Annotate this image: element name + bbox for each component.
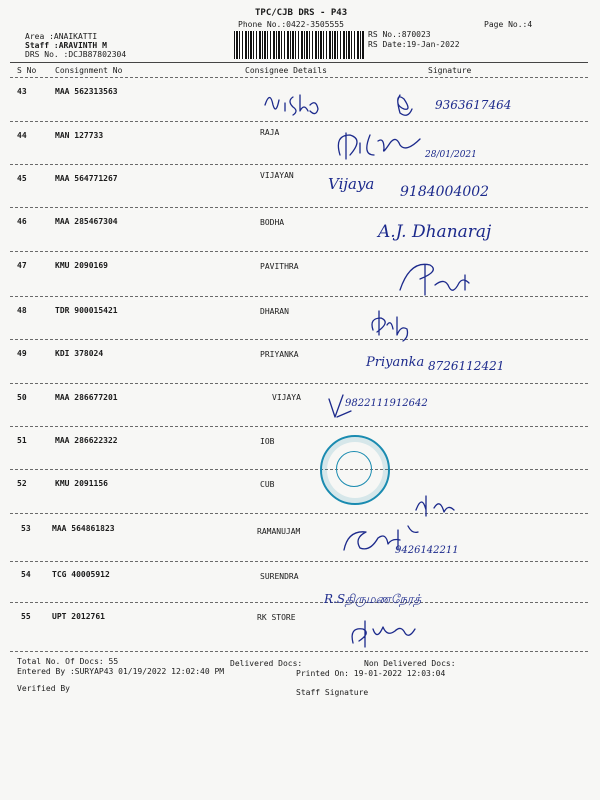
row-consignee: BODHA bbox=[260, 218, 285, 227]
header-divider bbox=[10, 62, 588, 63]
row-consignment: KDI 378024 bbox=[55, 349, 104, 358]
signature-45: Vijaya bbox=[328, 175, 375, 193]
row-consignee: DHARAN bbox=[260, 307, 289, 316]
table-row bbox=[0, 427, 600, 470]
row-sno: 46 bbox=[17, 217, 27, 226]
row-consignment: TDR 900015421 bbox=[55, 306, 118, 315]
row-sno: 51 bbox=[17, 436, 27, 445]
row-consignee: IOB bbox=[260, 437, 275, 446]
phone-53: 9426142211 bbox=[395, 545, 459, 556]
verified-by: Verified By bbox=[17, 684, 70, 693]
document-title: TPC/CJB DRS - P43 bbox=[255, 8, 348, 18]
signature-55 bbox=[345, 615, 425, 655]
phone-43: 9363617464 bbox=[435, 98, 512, 112]
row-consignment: KMU 2091156 bbox=[55, 479, 108, 488]
row-consignee: SURENDRA bbox=[260, 572, 299, 581]
row-consignment: MAA 564861823 bbox=[52, 524, 115, 533]
signature-48 bbox=[365, 305, 425, 340]
official-stamp bbox=[320, 435, 390, 505]
row-consignee: RAMANUJAM bbox=[257, 527, 301, 536]
row-consignment: MAA 286677201 bbox=[55, 393, 118, 402]
signature-47 bbox=[395, 255, 495, 300]
row-consignee: RK STORE bbox=[257, 613, 296, 622]
row-sno: 45 bbox=[17, 174, 27, 183]
table-row bbox=[0, 165, 600, 208]
rs-date: RS Date:19-Jan-2022 bbox=[368, 40, 460, 49]
entered-by: Entered By :SURYAP43 01/19/2022 12:02:40 PM bbox=[17, 667, 225, 676]
area: Area :ANAIKATTI bbox=[25, 32, 98, 41]
row-sno: 43 bbox=[17, 87, 27, 96]
total-docs: Total No. Of Docs: 55 bbox=[17, 657, 119, 666]
phone-number: Phone No.:0422-3505555 bbox=[238, 20, 344, 29]
row-consignment: MAA 564771267 bbox=[55, 174, 118, 183]
col-signature: Signature bbox=[428, 66, 472, 75]
row-sno: 44 bbox=[17, 131, 27, 140]
phone-50: 9822111912642 bbox=[345, 398, 428, 409]
table-row bbox=[0, 208, 600, 251]
row-sno: 49 bbox=[17, 349, 27, 358]
drs-number: DRS No. :DCJB87802304 bbox=[25, 50, 127, 59]
row-consignee: VIJAYA bbox=[272, 393, 301, 402]
phone-45: 9184004002 bbox=[400, 184, 490, 200]
row-consignee: CUB bbox=[260, 480, 275, 489]
row-consignment: MAA 562313563 bbox=[55, 87, 118, 96]
date-44: 28/01/2021 bbox=[425, 150, 477, 160]
signature-46: A.J. Dhanaraj bbox=[378, 222, 492, 242]
row-consignment: MAA 285467304 bbox=[55, 217, 118, 226]
staff: Staff :ARAVINTH M bbox=[25, 41, 107, 50]
signature-43 bbox=[260, 85, 560, 125]
phone-49: 8726112421 bbox=[428, 359, 505, 373]
row-consignee: VIJAYAN bbox=[260, 171, 294, 180]
row-sno: 48 bbox=[17, 306, 27, 315]
row-consignment: KMU 2090169 bbox=[55, 261, 108, 270]
barcode bbox=[234, 31, 364, 59]
row-sno: 50 bbox=[17, 393, 27, 402]
table-row bbox=[0, 340, 600, 383]
row-sno: 47 bbox=[17, 261, 27, 270]
row-consignee: PRIYANKA bbox=[260, 350, 299, 359]
delivered-docs: Delivered Docs: bbox=[230, 659, 303, 668]
row-consignment: TCG 40005912 bbox=[52, 570, 110, 579]
table-row bbox=[0, 562, 600, 605]
table-row bbox=[0, 252, 600, 295]
table-row bbox=[0, 603, 600, 646]
table-row bbox=[0, 297, 600, 340]
table-row bbox=[0, 514, 600, 557]
row-consignment: UPT 2012761 bbox=[52, 612, 105, 621]
row-sno: 52 bbox=[17, 479, 27, 488]
col-consignee: Consignee Details bbox=[245, 66, 327, 75]
staff-signature: Staff Signature bbox=[296, 688, 369, 697]
signature-54: R.Sதிருமணநேரத் bbox=[324, 592, 422, 606]
row-sno: 54 bbox=[21, 570, 31, 579]
col-sno: S No bbox=[17, 66, 37, 75]
row-sno: 53 bbox=[21, 524, 31, 533]
table-row bbox=[0, 470, 600, 513]
col-consignment: Consignment No bbox=[55, 66, 123, 75]
row-divider bbox=[10, 651, 588, 652]
row-sno: 55 bbox=[21, 612, 31, 621]
page-number: Page No.:4 bbox=[484, 20, 533, 29]
signature-49: Priyanka bbox=[366, 355, 425, 370]
table-row bbox=[0, 122, 600, 165]
table-row bbox=[0, 384, 600, 427]
signature-52 bbox=[410, 490, 470, 520]
rs-number: RS No.:870023 bbox=[368, 30, 431, 39]
non-delivered-docs: Non Delivered Docs: bbox=[364, 659, 456, 668]
row-consignment: MAN 127733 bbox=[55, 131, 104, 140]
row-consignment: MAA 286622322 bbox=[55, 436, 118, 445]
printed-on: Printed On: 19-01-2022 12:03:04 bbox=[296, 669, 446, 678]
row-consignee: RAJA bbox=[260, 128, 280, 137]
row-consignee: PAVITHRA bbox=[260, 262, 299, 271]
stamp-emblem bbox=[336, 451, 372, 487]
